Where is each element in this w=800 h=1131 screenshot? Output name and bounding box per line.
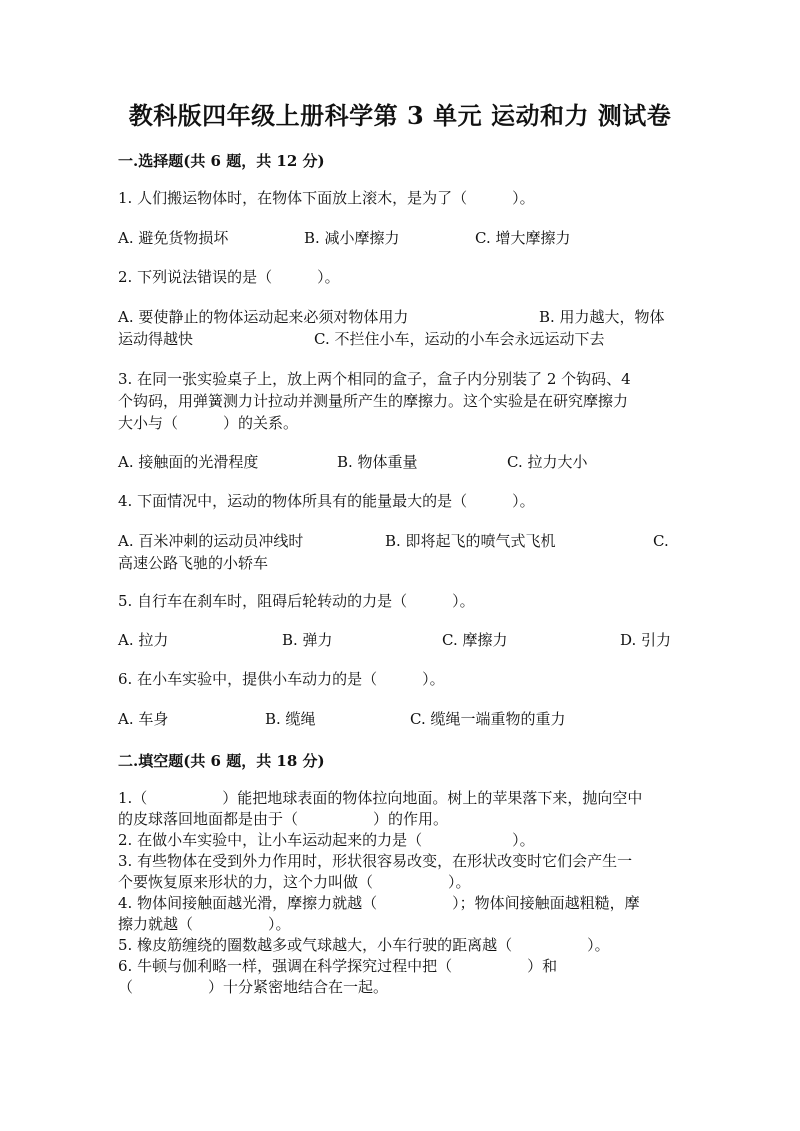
fill-line: 1.（ ）能把地球表面的物体拉向地面。树上的苹果落下来，抛向空中 — [118, 789, 643, 807]
question-5-options — [118, 629, 678, 651]
question-6-options — [118, 708, 678, 730]
option-c: C. 不拦住小车，运动的小车会永远运动下去 — [314, 330, 605, 348]
option-a: A. 接触面的光滑程度 — [118, 453, 259, 471]
fill-line: （ ）十分紧密地结合在一起。 — [118, 978, 389, 996]
option-b: B. 物体重量 — [337, 453, 418, 471]
option-c: C. — [653, 532, 669, 550]
page-title: 教科版四年级上册科学第 3 单元 运动和力 测试卷 — [128, 101, 672, 130]
option-b: B. 用力越大，物体 — [539, 308, 665, 326]
question-4-options-row2 — [118, 552, 678, 574]
option-a: A. 百米冲刺的运动员冲线时 — [118, 532, 304, 550]
question-2-stem: 2. 下列说法错误的是（ ）。 — [118, 268, 340, 286]
option-a: A. 要使静止的物体运动起来必须对物体用力 — [118, 308, 409, 326]
option-b: B. 缆绳 — [265, 710, 316, 728]
section-1-title: 一.选择题(共 6 题，共 12 分) — [118, 152, 325, 170]
question-2-options-row1 — [118, 306, 678, 328]
option-a: A. 避免货物损坏 — [118, 229, 229, 247]
fill-line: 6. 牛顿与伽利略一样，强调在科学探究过程中把（ ）和 — [118, 957, 558, 975]
section-2-title: 二.填空题(共 6 题，共 18 分) — [118, 752, 325, 770]
option-b-continued: 运动得越快 — [118, 330, 194, 348]
question-3-stem-line-3: 大小与（ ）的关系。 — [118, 414, 299, 432]
option-c: C. 拉力大小 — [507, 453, 588, 471]
option-c: C. 摩擦力 — [442, 631, 508, 649]
fill-line: 个要恢复原来形状的力，这个力叫做（ ）。 — [118, 873, 471, 891]
fill-line: 擦力就越（ ）。 — [118, 915, 291, 933]
fill-line: 的皮球落回地面都是由于（ ）的作用。 — [118, 810, 449, 828]
question-3-stem-line-2: 个钩码，用弹簧测力计拉动并测量所产生的摩擦力。这个实验是在研究摩擦力 — [118, 392, 629, 410]
option-b: B. 即将起飞的喷气式飞机 — [385, 532, 556, 550]
question-4-stem: 4. 下面情况中，运动的物体所具有的能量最大的是（ ）。 — [118, 492, 535, 510]
option-b: B. 减小摩擦力 — [304, 229, 400, 247]
option-c: C. 增大摩擦力 — [475, 229, 571, 247]
question-3-stem-line-1: 3. 在同一张实验桌子上，放上两个相同的盒子，盒子内分别装了 2 个钩码、4 — [118, 370, 631, 388]
option-a: A. 拉力 — [118, 631, 169, 649]
fill-line: 5. 橡皮筋缠绕的圈数越多或气球越大，小车行驶的距离越（ ）。 — [118, 936, 610, 954]
question-1-options — [118, 227, 678, 249]
option-c-continued: 高速公路飞驰的小轿车 — [118, 554, 269, 572]
question-2-options-row2 — [118, 328, 678, 350]
question-3-options — [118, 451, 678, 473]
fill-line: 2. 在做小车实验中，让小车运动起来的力是（ ）。 — [118, 831, 535, 849]
option-a: A. 车身 — [118, 710, 169, 728]
fill-line: 3. 有些物体在受到外力作用时，形状很容易改变，在形状改变时它们会产生一 — [118, 852, 633, 870]
question-1-stem: 1. 人们搬运物体时，在物体下面放上滚木，是为了（ ）。 — [118, 189, 535, 207]
question-6-stem: 6. 在小车实验中，提供小车动力的是（ ）。 — [118, 670, 445, 688]
question-5-stem: 5. 自行车在刹车时，阻碍后轮转动的力是（ ）。 — [118, 592, 475, 610]
option-b: B. 弹力 — [282, 631, 333, 649]
option-d: D. 引力 — [620, 631, 672, 649]
fill-line: 4. 物体间接触面越光滑，摩擦力就越（ ）；物体间接触面越粗糙，摩 — [118, 894, 640, 912]
question-4-options-row1 — [118, 530, 678, 552]
option-c: C. 缆绳一端重物的重力 — [410, 710, 566, 728]
